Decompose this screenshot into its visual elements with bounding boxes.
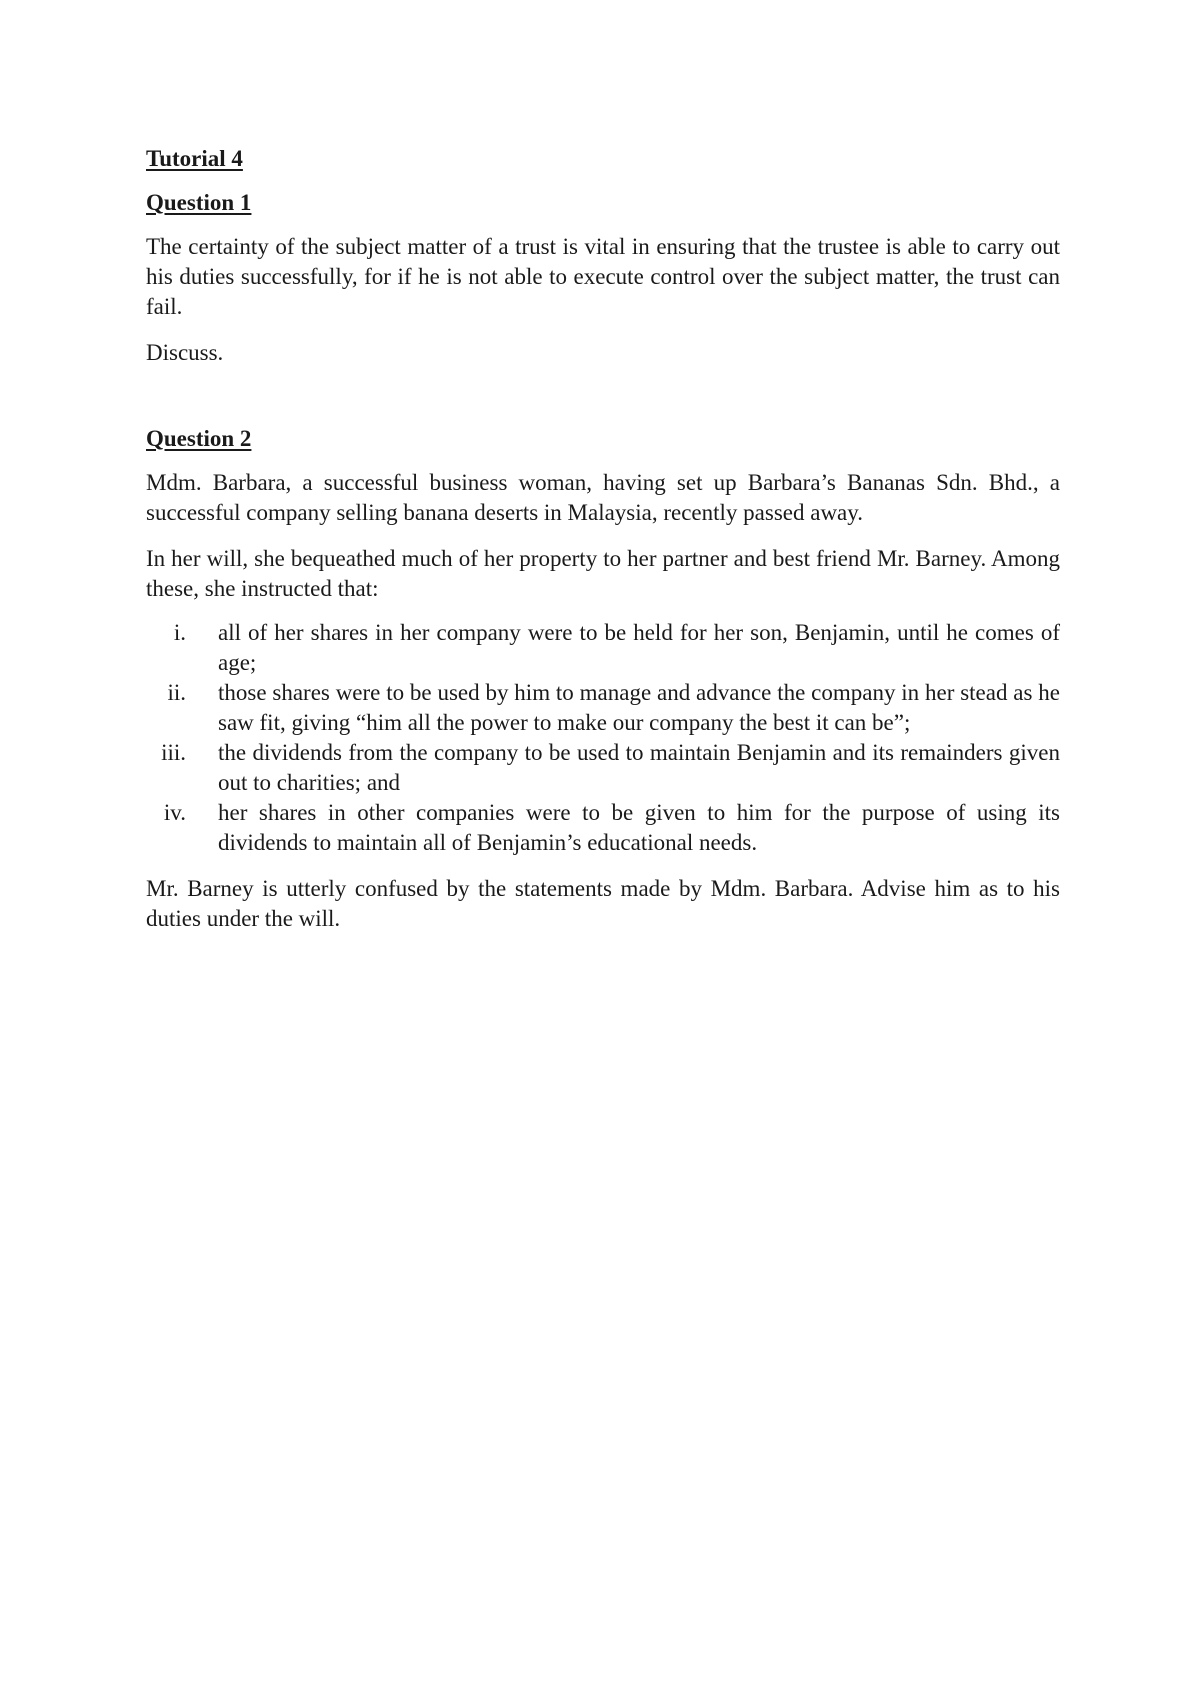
section-spacer	[146, 384, 1060, 424]
list-item	[146, 618, 1060, 678]
question-2-paragraph-2: In her will, she bequeathed much of her property to her partner and best friend Mr. Barney. Among these, she instructed that:	[146, 546, 1060, 601]
list-item-number: iv.	[163, 800, 186, 825]
list-item-number: i.	[173, 620, 186, 645]
list-item-number: iii.	[161, 740, 186, 765]
document-title: Tutorial 4	[146, 146, 243, 171]
question-1-instruction: Discuss.	[146, 340, 224, 365]
question-2-heading: Question 2	[146, 426, 252, 451]
list-item-number: ii.	[167, 680, 186, 705]
list-item	[146, 738, 1060, 798]
question-1-paragraph: The certainty of the subject matter of a trust is vital in ensuring that the trustee is able to carry out his duties successfully, for if he is not able to execute control over the subject matter, the trust can fail.	[146, 234, 1060, 319]
question-2-paragraph-3: Mr. Barney is utterly confused by the statements made by Mdm. Barbara. Advise him as to his duties under the will.	[146, 876, 1060, 931]
document-content	[146, 144, 1060, 950]
list-item-text: the dividends from the company to be used to maintain Benjamin and its remainders given out to charities; and	[218, 740, 1060, 795]
list-item-text: all of her shares in her company were to be held for her son, Benjamin, until he comes of age;	[218, 620, 1060, 675]
question-2-paragraph-1: Mdm. Barbara, a successful business woman, having set up Barbara’s Bananas Sdn. Bhd., a successful company selling banana deserts in Malaysia, recently passed away.	[146, 470, 1060, 525]
list-item	[146, 798, 1060, 858]
list-item	[146, 678, 1060, 738]
list-item-text: those shares were to be used by him to manage and advance the company in her stead as he saw fit, giving “him all the power to make our company the best it can be”;	[218, 680, 1060, 735]
question-1-heading: Question 1	[146, 190, 252, 215]
list-item-text: her shares in other companies were to be given to him for the purpose of using its dividends to maintain all of Benjamin’s educational needs.	[218, 800, 1060, 855]
instruction-list	[146, 618, 1060, 858]
